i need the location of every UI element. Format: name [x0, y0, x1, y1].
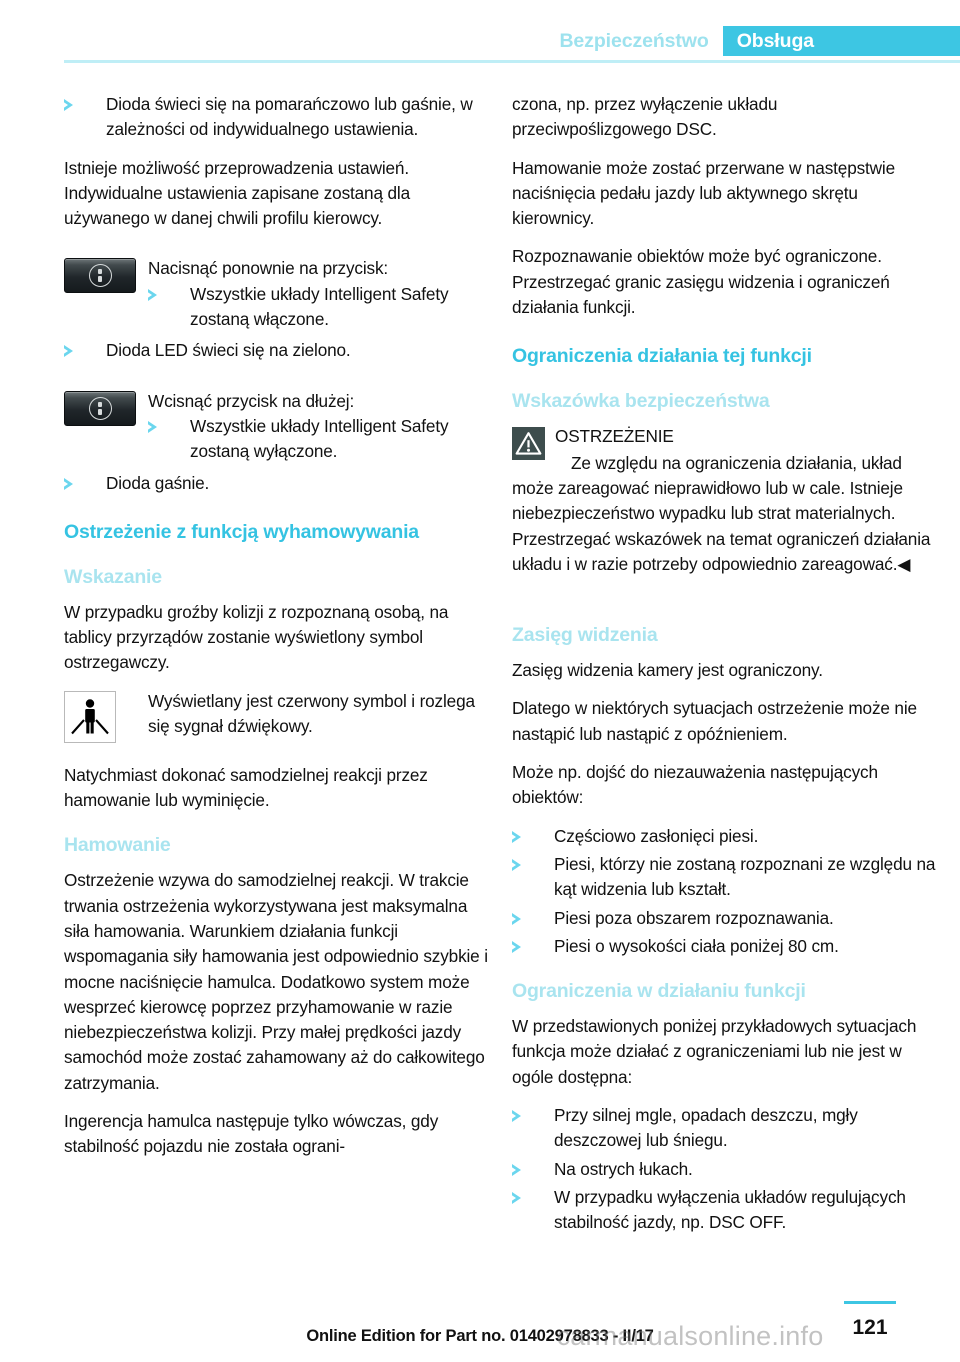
subsection-heading-wskazowka: Wskazówka bezpieczeństwa: [512, 390, 770, 413]
list-item: [512, 934, 940, 959]
list-item-label: Częściowo zasłonięci piesi.: [554, 825, 759, 846]
paragraph-undetected-objects: Może np. dojść do niezauważenia następujących obiektów:: [512, 762, 878, 808]
list-item: [64, 338, 492, 363]
triangle-bullet-icon: [512, 1192, 521, 1204]
spacer: [512, 577, 940, 603]
list-item: [512, 1185, 940, 1236]
warning-title: OSTRZEŻENIE: [555, 426, 674, 447]
list-item: [64, 92, 492, 143]
page-header: [0, 0, 960, 62]
left-column: [64, 92, 492, 1173]
list-item: [148, 414, 492, 465]
list-item-label: Przy silnej mgle, opadach deszczu, mgły deszczowej lub śniegu.: [554, 1105, 858, 1151]
list-item: [64, 471, 492, 496]
bullet-list-limited-situations: [512, 1103, 940, 1235]
section-heading-ostrzezenie: Ostrzeżenie z funkcją wyhamowywania: [64, 520, 419, 543]
right-column: [512, 92, 940, 1249]
spacer: [64, 244, 492, 256]
edition-text: Online Edition for Part no. 01402978833 - II/17: [306, 1327, 654, 1345]
paragraph-camera-range: Zasięg widzenia kamery jest ograniczony.: [512, 660, 823, 681]
page-number-rule: [844, 1301, 896, 1304]
pedestrian-warning-icon: [64, 691, 116, 743]
triangle-bullet-icon: [148, 289, 157, 301]
list-item: [512, 1157, 940, 1182]
paragraph-dsc-continuation: czona, np. przez wyłączenie układu przeciwpoślizgowego DSC.: [512, 94, 778, 140]
list-item: [148, 282, 492, 333]
triangle-bullet-icon: [64, 99, 73, 111]
button-block-press-long: [64, 389, 492, 465]
subsection-heading-zasieg-widzenia: Zasięg widzenia: [512, 624, 658, 647]
list-item-label: Piesi o wysokości ciała poniżej 80 cm.: [554, 935, 839, 956]
bullet-list-led-off: [64, 471, 492, 496]
button-glyph-ring: [89, 264, 112, 287]
triangle-bullet-icon: [64, 345, 73, 357]
page-footer: [0, 1290, 960, 1362]
triangle-bullet-icon: [512, 941, 521, 953]
subsection-heading-hamowanie: Hamowanie: [64, 834, 171, 857]
tab-obsluga-label: Obsługa: [736, 29, 814, 52]
bullet-list-led-orange: [64, 92, 492, 143]
bullet-list-undetected-objects: [512, 824, 940, 959]
list-item-label: Wszystkie układy Intelligent Safety zostaną włączone.: [190, 283, 449, 330]
intelligent-safety-button-icon: [64, 391, 136, 426]
bullet-list-systems-on: [148, 282, 492, 333]
paragraph-settings: Istnieje możliwość przeprowadzenia ustawień. Indywidualne ustawienia zapisane zostaną dla używanego w danej chwili profilu kierowcy.: [64, 157, 410, 229]
button-block-text: Nacisnąć ponownie na przycisk:: [148, 258, 389, 279]
paragraph-braking-detail: Ostrzeżenie wzywa do samodzielnej reakcji. W trakcie trwania ostrzeżenia wykorzystywana jest maksymalna siła hamowania. Warunkiem działania funkcji wspomagania siły hamowania jest odpowiednio szybkie i mocne naciśnięcie hamulca. Dodatkowo system może wesprzeć kierowcę poprzez przyhamowanie w razie niebezpieczeństwa kolizji. Przy małej prędkości jazdy samochód może zostać zahamowany aż do całkowitego zatrzymania.: [64, 870, 488, 1093]
icon-slot: [64, 391, 136, 426]
warning-body: [512, 451, 940, 577]
list-item: [512, 824, 940, 849]
pedestrian-symbol-text: Wyświetlany jest czerwony symbol i rozlega się sygnał dźwiękowy.: [148, 690, 475, 737]
tab-bezpieczenstwo[interactable]: [545, 26, 722, 56]
spacer: [64, 377, 492, 389]
section-heading-ograniczenia-dzialania: Ograniczenia działania tej funkcji: [512, 345, 812, 368]
list-item: [512, 906, 940, 931]
button-glyph-bar-bottom: [98, 409, 102, 415]
triangle-bullet-icon: [512, 913, 521, 925]
paragraph-braking-interrupt: Hamowanie może zostać przerwane w następstwie naciśnięcia pedału jazdy lub aktywnego skrętu kierownicy.: [512, 157, 896, 229]
paragraph-collision-warning: W przypadku groźby kolizji z rozpoznaną osobą, na tablicy przyrządów zostanie wyświetlony symbol ostrzegawczy.: [64, 601, 449, 673]
list-item-label: Dioda LED świeci się na zielono.: [106, 340, 351, 361]
button-block-press-again: [64, 256, 492, 332]
button-block-text: Wcisnąć przycisk na dłużej:: [148, 390, 355, 411]
tab-bezpieczenstwo-label: Bezpieczeństwo: [559, 29, 709, 52]
list-item-label: Dioda gaśnie.: [106, 472, 210, 493]
list-item-label: Dioda świeci się na pomarańczowo lub gaśnie, w zależności od indywidualnego ustawienia.: [106, 94, 473, 140]
list-item: [512, 1103, 940, 1154]
tab-obsluga[interactable]: [723, 26, 960, 56]
bullet-list-led-green: [64, 338, 492, 363]
button-glyph-bar-top: [98, 269, 102, 274]
icon-slot: [512, 427, 545, 460]
button-glyph-ring: [89, 397, 112, 420]
watermark: carmanualsonline.info: [556, 1321, 824, 1351]
intelligent-safety-button-icon: [64, 258, 136, 293]
list-item-label: Na ostrych łukach.: [554, 1158, 693, 1179]
subsection-heading-wskazanie: Wskazanie: [64, 565, 162, 588]
paragraph-brake-intervention: Ingerencja hamulca następuje tylko wówczas, gdy stabilność pojazdu nie została ograni-: [64, 1111, 439, 1157]
icon-slot: [64, 691, 116, 743]
icon-slot: [64, 258, 136, 293]
button-glyph-bar-bottom: [98, 276, 102, 282]
list-item-label: Piesi poza obszarem rozpoznawania.: [554, 907, 834, 928]
list-item: [512, 852, 940, 903]
warning-body-text: Ze względu na ograniczenia działania, układ może zareagować nieprawidłowo lub w cale. Istnieje niebezpieczeństwo wypadku lub strat materialnych. Przestrzegać wskazówek na temat ograniczeń działania układu i w razie potrzeby odpowiednio zareagować.: [512, 452, 931, 574]
triangle-bullet-icon: [512, 1164, 521, 1176]
safety-warning-block: [512, 424, 940, 577]
list-item-label: W przypadku wyłączenia układów regulujących stabilność jazdy, np. DSC OFF.: [554, 1186, 906, 1233]
warning-triangle-icon: [512, 427, 545, 460]
spacer: [64, 751, 492, 763]
header-tabs: [545, 26, 960, 56]
paragraph-object-recognition: Rozpoznawanie obiektów może być ograniczone. Przestrzegać granic zasięgu widzenia i ograniczeń działania funkcji.: [512, 246, 890, 318]
button-glyph-bar-top: [98, 402, 102, 407]
pedestrian-symbol-block: [64, 689, 492, 745]
paragraph-limited-situations: W przedstawionych poniżej przykładowych sytuacjach funkcja może działać z ograniczeniami lub nie jest w ogóle dostępna:: [512, 1016, 917, 1087]
warning-end-marker: ◀: [897, 553, 911, 574]
page-number: 121: [852, 1316, 888, 1339]
triangle-bullet-icon: [512, 859, 521, 871]
bullet-list-systems-off: [148, 414, 492, 465]
list-item-label: Piesi, którzy nie zostaną rozpoznani ze względu na kąt widzenia lub kształt.: [554, 853, 936, 900]
triangle-bullet-icon: [512, 831, 521, 843]
paragraph-warning-delay: Dlatego w niektórych sytuacjach ostrzeżenie może nie nastąpić lub nastąpić z opóźnieniem.: [512, 698, 917, 744]
paragraph-immediate-reaction: Natychmiast dokonać samodzielnej reakcji przez hamowanie lub wyminięcie.: [64, 764, 428, 811]
triangle-bullet-icon: [512, 1110, 521, 1122]
list-item-label: Wszystkie układy Intelligent Safety zostaną wyłączone.: [190, 415, 449, 462]
subsection-heading-ograniczenia-w-dzialaniu: Ograniczenia w działaniu funkcji: [512, 980, 806, 1003]
header-divider: [64, 60, 960, 63]
triangle-bullet-icon: [148, 421, 157, 433]
triangle-bullet-icon: [64, 478, 73, 490]
